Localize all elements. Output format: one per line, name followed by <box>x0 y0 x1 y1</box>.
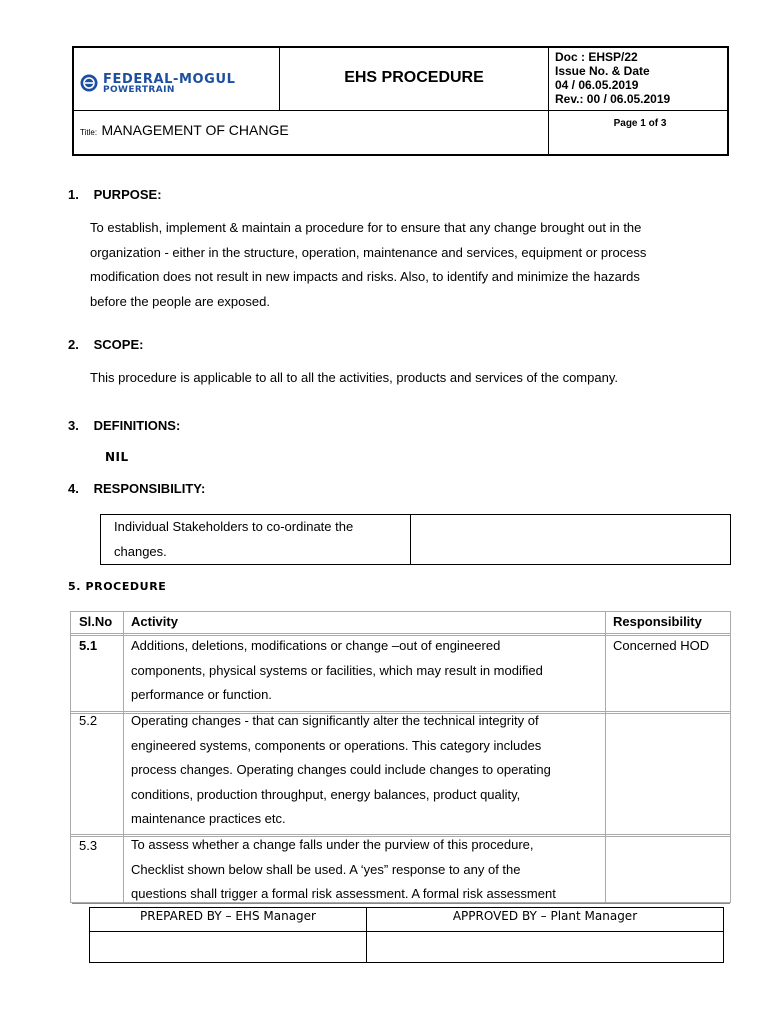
section-title: SCOPE: <box>93 337 144 352</box>
section-number: 3. <box>68 418 79 433</box>
page-title: MANAGEMENT OF CHANGE <box>101 122 289 138</box>
issue-label: Issue No. & Date <box>555 64 650 78</box>
text-line: process changes. Operating changes could include changes to operating <box>131 762 551 778</box>
header-divider <box>74 110 280 111</box>
row-number: 5.3 <box>79 838 98 853</box>
row-activity <box>131 833 597 903</box>
header-divider <box>279 110 729 111</box>
document-header <box>72 46 729 156</box>
section-number: 2. <box>68 337 79 352</box>
issue-date: 04 / 06.05.2019 <box>555 78 639 92</box>
section-heading-procedure: 5. PROCEDURE <box>68 580 167 593</box>
logo-emblem-icon <box>79 73 99 93</box>
header-divider <box>548 48 549 156</box>
page-number: Page 1 of 3 <box>613 118 667 129</box>
text-line: modification does not result in new impacts and risks. Also, to identify and minimize the hazards <box>90 269 640 284</box>
text-line: organization - either in the structure, operation, maintenance and services, equipment or process <box>90 244 647 260</box>
section-heading-responsibility <box>68 481 205 496</box>
scope-paragraph: This procedure is applicable to all to all the activities, products and services of the company. <box>90 370 618 385</box>
section-heading-scope <box>68 337 143 352</box>
text-line: before the people are exposed. <box>90 293 270 309</box>
purpose-paragraph <box>90 216 680 314</box>
section-heading-purpose <box>68 187 162 202</box>
document-type: EHS PROCEDURE <box>344 69 484 86</box>
text-line: To assess whether a change falls under the purview of this procedure, <box>131 837 534 852</box>
text-line: Operating changes - that can significantly alter the technical integrity of <box>131 713 539 728</box>
footer-separator <box>72 903 730 904</box>
table-divider <box>410 515 411 564</box>
row-number: 5.2 <box>79 713 98 728</box>
row-number: 5.1 <box>79 638 98 653</box>
approved-by-label: APPROVED BY – Plant Manager <box>452 909 638 923</box>
text-line: questions shall trigger a formal risk assessment. A formal risk assessment <box>131 886 556 902</box>
text-line: components, physical systems or facilities, which may result in modified <box>131 662 543 678</box>
definitions-value: NIL <box>105 450 129 464</box>
title-label: Title: <box>80 128 98 137</box>
section-title: PURPOSE: <box>93 187 162 202</box>
text-line: Individual Stakeholders to co-ordinate the <box>114 519 354 534</box>
row-activity <box>131 634 597 708</box>
procedure-table <box>70 611 731 903</box>
row-responsibility: Concerned HOD <box>613 638 710 653</box>
column-header: Activity <box>131 614 178 629</box>
logo-brand-text: FEDERAL-MOGUL <box>103 72 236 87</box>
table-divider <box>605 612 606 903</box>
revision: Rev.: 00 / 06.05.2019 <box>555 92 671 106</box>
title-row <box>80 122 289 140</box>
section-heading-definitions <box>68 418 180 433</box>
logo-sub-text: POWERTRAIN <box>103 85 175 95</box>
section-title: RESPONSIBILITY: <box>93 481 206 496</box>
section-number: 4. <box>68 481 79 496</box>
text-line: changes. <box>114 543 167 559</box>
text-line: performance or function. <box>131 687 272 703</box>
text-line: maintenance practices etc. <box>131 811 286 827</box>
document-info <box>555 50 670 106</box>
table-divider <box>123 612 124 903</box>
text-line: Additions, deletions, modifications or change –out of engineered <box>131 638 501 653</box>
doc-number: Doc : EHSP/22 <box>555 50 638 64</box>
section-number: 1. <box>68 187 79 202</box>
approval-footer <box>89 907 724 963</box>
section-title: DEFINITIONS: <box>93 418 181 433</box>
responsibility-cell <box>114 515 402 564</box>
row-activity <box>131 709 597 832</box>
table-divider <box>90 931 723 932</box>
company-logo <box>79 72 274 94</box>
text-line: conditions, production throughput, energy balances, product quality, <box>131 786 521 802</box>
column-header: Responsibility <box>613 614 702 629</box>
prepared-by-label: PREPARED BY – EHS Manager <box>140 909 316 923</box>
text-line: engineered systems, components or operations. This category includes <box>131 737 542 753</box>
column-header: Sl.No <box>79 614 113 629</box>
responsibility-table <box>100 514 731 565</box>
text-line: Checklist shown below shall be used. A ‘yes” response to any of the <box>131 861 521 877</box>
text-line: To establish, implement & maintain a procedure for to ensure that any change brought out in the <box>90 220 642 235</box>
